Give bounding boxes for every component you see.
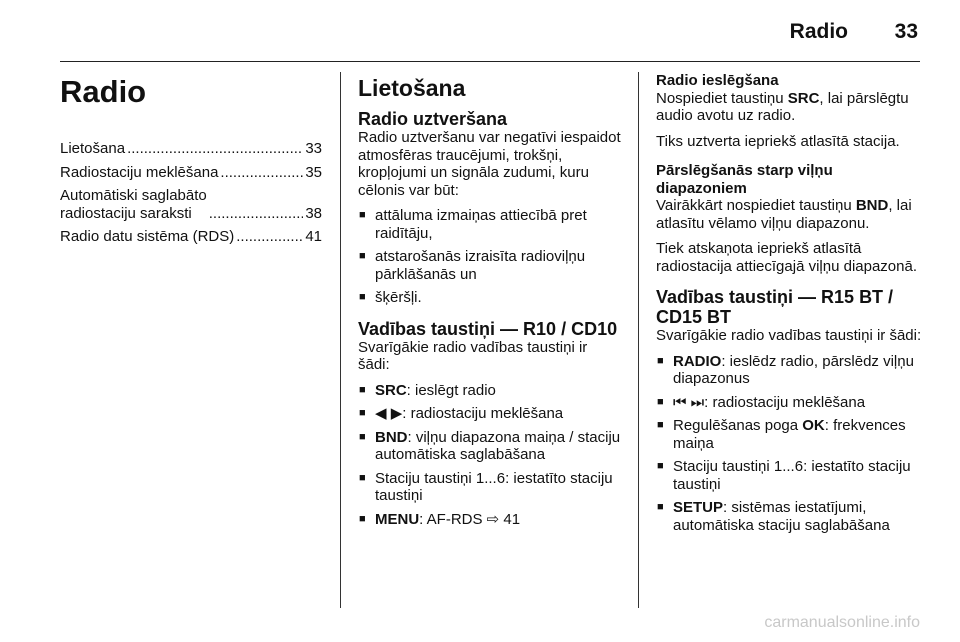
- bullet-marker: ■: [657, 501, 664, 513]
- list-item: [358, 289, 622, 307]
- toc-entry[interactable]: [60, 140, 322, 158]
- paragraph: [656, 197, 922, 232]
- toc-entry-page: 38: [305, 204, 322, 222]
- header-rule: [60, 61, 920, 62]
- list-item-text: ◀ ▶: radiostaciju meklēšana: [375, 405, 564, 422]
- bullet-marker: ■: [359, 471, 366, 484]
- list-item-text: : frekvences maiņa: [673, 417, 906, 452]
- list-item: [358, 511, 622, 529]
- toc-entry-text: Automātiski saglabāto radiostaciju saraksti: [60, 187, 207, 222]
- list-item: [358, 429, 622, 464]
- paragraph: Tiek atskaņota iepriekš atlasītā radiostacija attiecīgajā viļņu diapazonā.: [656, 240, 917, 275]
- toc-leader-dots: [236, 228, 303, 246]
- running-header-title: Radio: [789, 20, 848, 43]
- bullet-marker: ■: [359, 383, 366, 396]
- paragraph: Svarīgākie radio vadības taustiņi ir šādi:: [656, 327, 922, 344]
- text: Vairākkārt nospiediet taustiņu: [656, 197, 856, 214]
- paragraph: Tiks uztverta iepriekš atlasītā stacija.: [656, 132, 900, 150]
- paragraph-heading: Radio ieslēgšana: [656, 72, 779, 89]
- list-item: [358, 382, 622, 400]
- toc-leader-dots: [127, 140, 303, 158]
- chapter-title: Radio: [60, 74, 147, 109]
- list-item: [656, 499, 922, 534]
- list-item-text: ⏮ ⏭: radiostaciju meklēšana: [673, 393, 866, 411]
- bullet-list: [656, 353, 922, 535]
- watermark: carmanualsonline.info: [764, 614, 920, 631]
- bullet-marker: ■: [657, 354, 664, 367]
- list-item: [358, 405, 622, 423]
- list-item: [358, 207, 622, 242]
- toc-column: [60, 72, 322, 252]
- list-item-text: : ieslēgt radio: [406, 381, 496, 399]
- bullet-marker: ■: [657, 460, 664, 472]
- toc-entry[interactable]: [60, 164, 322, 182]
- bullet-marker: ■: [359, 250, 366, 262]
- list-item-text: atstarošanās izraisīta radioviļņu pārklāšanās un: [375, 248, 586, 283]
- toc-entry[interactable]: [60, 187, 322, 222]
- key-name: MENU: [375, 510, 420, 528]
- bullet-marker: ■: [359, 512, 366, 525]
- bullet-list: [358, 207, 622, 307]
- list-item-text: : ieslēdz radio, pārslēdz viļņu diapazonus: [673, 352, 914, 387]
- toc-entry-text: Radio datu sistēma (RDS): [60, 228, 235, 245]
- toc-list: [60, 140, 322, 246]
- list-item-text: : sistēmas iestatījumi, automātiska staciju saglabāšana: [673, 499, 890, 534]
- list-item: [656, 394, 922, 412]
- paragraph: Svarīgākie radio vadības taustiņi ir šādi:: [358, 338, 588, 373]
- bullet-marker: ■: [359, 291, 366, 303]
- content-column-3: [656, 72, 922, 542]
- key-name: SRC: [375, 381, 407, 399]
- column-divider: [340, 72, 341, 608]
- key-name: RADIO: [673, 352, 722, 370]
- key-name: BND: [375, 428, 408, 446]
- toc-entry-page: 41: [305, 228, 322, 245]
- toc-entry-page: 35: [305, 163, 322, 181]
- key-name: BND: [855, 197, 889, 214]
- toc-entry-page: 33: [305, 140, 322, 157]
- list-item-text: : AF-RDS ⇨ 41: [419, 510, 521, 528]
- content-column-2: [358, 72, 622, 536]
- paragraph: Radio uztveršanu var negatīvi iespaidot atmosfēras traucējumi, trokšņi, kropļojumi un signāla zudumi, kuru cēlonis var būt:: [358, 129, 621, 199]
- toc-leader-dots: [220, 164, 303, 182]
- paragraph-heading: Pārslēgšanās starp viļņu diapazoniem: [656, 162, 833, 197]
- key-name: SRC: [787, 89, 820, 107]
- paragraph: [656, 90, 922, 125]
- list-item: [656, 458, 922, 493]
- bullet-marker: ■: [657, 395, 664, 408]
- subsection-heading: Vadības taustiņi — R15 BT / CD15 BT: [656, 287, 894, 327]
- list-item-text: Staciju taustiņi 1...6: iestatīto staciju taustiņi: [673, 458, 911, 493]
- key-name: OK: [802, 417, 825, 434]
- bullet-marker: ■: [657, 419, 664, 431]
- section-heading: Lietošana: [358, 75, 466, 101]
- list-item-text: : viļņu diapazona maiņa / staciju automātiska saglabāšana: [375, 428, 621, 463]
- page-number: 33: [894, 20, 918, 43]
- list-item: [656, 417, 922, 452]
- bullet-list: [358, 382, 622, 529]
- list-item: [358, 248, 622, 283]
- list-item: [656, 353, 922, 388]
- column-divider: [638, 72, 639, 608]
- subsection-heading: Vadības taustiņi — R10 / CD10: [358, 318, 618, 339]
- text: Nospiediet taustiņu: [656, 89, 788, 107]
- key-name: SETUP: [673, 499, 724, 516]
- toc-leader-dots: [209, 205, 304, 223]
- text: , lai atlasītu vēlamo viļņu diapazonu.: [656, 197, 912, 232]
- bullet-marker: ■: [359, 407, 366, 419]
- subsection-heading: Radio uztveršana: [358, 109, 508, 129]
- list-item-text: Regulēšanas poga: [673, 417, 803, 434]
- list-item-text: Staciju taustiņi 1...6: iestatīto staciju taustiņi: [375, 469, 613, 504]
- list-item-text: attāluma izmaiņas attiecībā pret raidītāju,: [375, 207, 587, 242]
- list-item: [358, 470, 622, 505]
- bullet-marker: ■: [359, 430, 366, 443]
- toc-entry[interactable]: [60, 228, 322, 246]
- list-item-text: šķēršļi.: [375, 289, 422, 306]
- bullet-marker: ■: [359, 209, 366, 221]
- toc-entry-text: Lietošana: [60, 140, 126, 157]
- toc-entry-text: Radiostaciju meklēšana: [60, 163, 219, 181]
- text: , lai pārslēgtu audio avotu uz radio.: [656, 89, 909, 124]
